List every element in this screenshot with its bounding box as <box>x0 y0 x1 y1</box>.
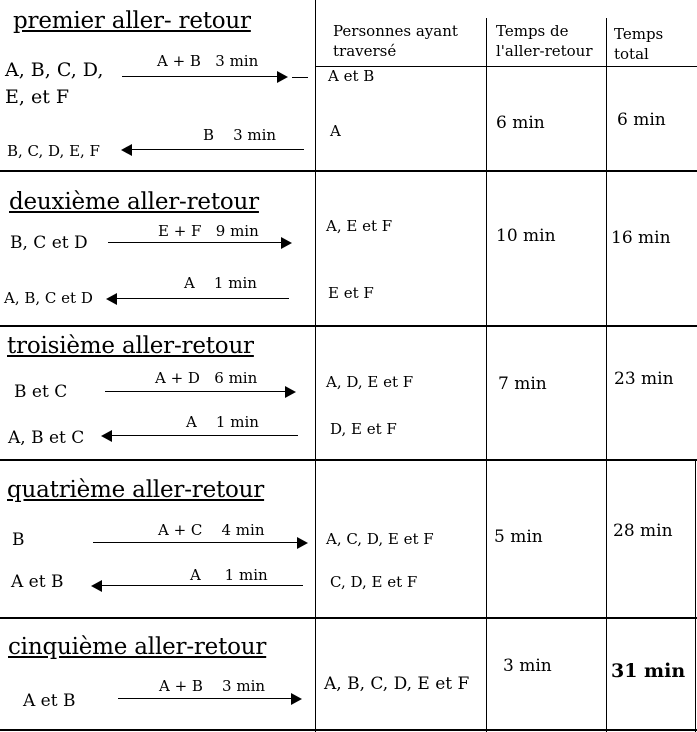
round-4-start-group: B <box>12 530 25 550</box>
round-1-crossed-forward: A et B <box>328 67 375 85</box>
round-3-return-arrow <box>101 430 298 442</box>
round-1-trip-time: 6 min <box>496 113 545 133</box>
round-1-dash <box>292 77 308 78</box>
round-3-forward-label: A + D 6 min <box>155 369 258 387</box>
round-2-total-time: 16 min <box>611 228 671 248</box>
round-1-return-label: B 3 min <box>203 126 277 144</box>
round-3-return-label: A 1 min <box>186 413 259 431</box>
round-4-forward-label: A + C 4 min <box>158 521 265 539</box>
round-4-forward-arrow <box>93 537 308 549</box>
round-3-crossed-forward: A, D, E et F <box>326 373 414 391</box>
round-1-return-group: B, C, D, E, F <box>7 142 100 160</box>
round-4-title: quatrième aller-retour <box>7 477 265 503</box>
round-4-return-label: A 1 min <box>190 566 268 584</box>
round-5-start-group: A et B <box>23 691 76 711</box>
header-people: Personnes ayant traversé <box>333 22 458 60</box>
round-2-return-arrow <box>106 293 289 305</box>
round-5-forward-label: A + B 3 min <box>159 677 266 695</box>
round-3-forward-arrow <box>105 386 296 398</box>
round-3-crossed-return: D, E et F <box>330 420 397 438</box>
round-1-title: premier aller- retour <box>13 8 251 34</box>
row-separator-4 <box>0 617 697 619</box>
row-separator-3 <box>0 459 697 461</box>
header-total: Temps total <box>614 25 664 63</box>
row-separator-bottom <box>0 729 697 731</box>
round-2-start-group: B, C et D <box>10 233 88 253</box>
round-4-total-time: 28 min <box>613 521 673 541</box>
column-divider-left <box>315 0 316 732</box>
round-2-title: deuxième aller-retour <box>9 189 259 215</box>
round-5-title: cinquième aller-retour <box>8 634 267 660</box>
round-1-forward-label: A + B 3 min <box>157 52 259 70</box>
round-1-total-time: 6 min <box>617 110 666 130</box>
round-3-trip-time: 7 min <box>498 374 547 394</box>
round-1-crossed-return: A <box>330 122 341 140</box>
round-2-forward-arrow <box>108 237 292 249</box>
right-edge-line <box>695 460 696 732</box>
round-4-crossed-forward: A, C, D, E et F <box>326 530 434 548</box>
round-2-crossed-forward: A, E et F <box>326 217 393 235</box>
round-2-return-group: A, B, C et D <box>4 289 93 307</box>
round-2-forward-label: E + F 9 min <box>158 222 259 240</box>
row-separator-2 <box>0 325 697 327</box>
round-2-trip-time: 10 min <box>496 226 556 246</box>
header-trip-time: Temps de l'aller-retour <box>496 22 593 60</box>
round-2-return-label: A 1 min <box>184 274 257 292</box>
round-5-forward-arrow <box>118 693 302 705</box>
round-3-total-time: 23 min <box>614 369 674 389</box>
round-1-start-group: A, B, C, D, E, et F <box>5 59 104 108</box>
round-3-start-group: B et C <box>14 382 68 402</box>
column-divider-right <box>606 18 607 732</box>
round-1-forward-arrow <box>122 71 288 83</box>
row-separator-1 <box>0 170 697 172</box>
round-4-trip-time: 5 min <box>494 527 543 547</box>
round-5-total-time: 31 min <box>611 660 686 682</box>
round-4-return-group: A et B <box>11 572 64 592</box>
round-1-return-arrow <box>121 144 304 156</box>
round-5-trip-time: 3 min <box>503 656 552 676</box>
round-5-crossed-forward: A, B, C, D, E et F <box>324 674 470 694</box>
round-3-return-group: A, B et C <box>8 428 85 448</box>
round-2-crossed-return: E et F <box>328 284 374 302</box>
round-3-title: troisième aller-retour <box>7 333 254 359</box>
column-divider-middle <box>486 18 487 732</box>
round-4-crossed-return: C, D, E et F <box>330 573 418 591</box>
